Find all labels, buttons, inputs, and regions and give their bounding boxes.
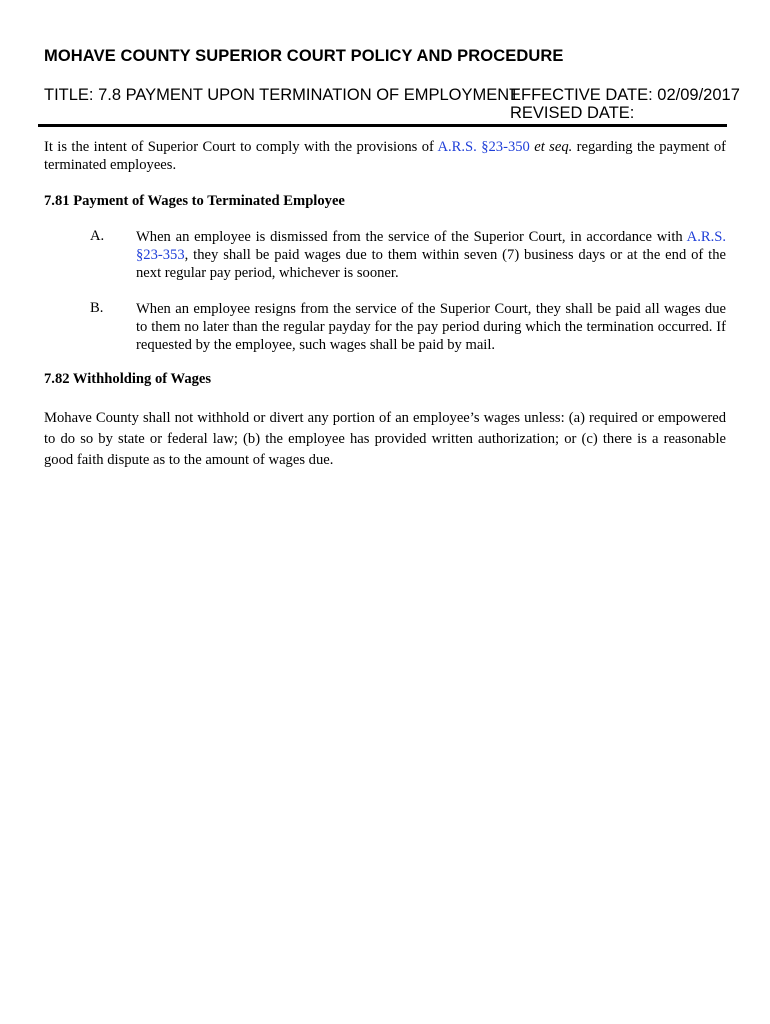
- ars-23-350-link[interactable]: A.R.S. §23-350: [437, 139, 530, 155]
- section-781-heading: 7.81 Payment of Wages to Terminated Employee: [44, 193, 345, 209]
- section-782-paragraph: Mohave County shall not withhold or divert any portion of an employee’s wages unless: (a) required or empowered to do so by state or federal law; (b) the employee has provided written authorization; or (c) there is a reasonable good faith dispute as to the amount of wages due.: [44, 410, 726, 468]
- item-a-text-after: , they shall be paid wages due to them within seven (7) business days or at the end of the next regular pay period, whichever is sooner.: [136, 247, 726, 281]
- effective-date: EFFECTIVE DATE: 02/09/2017: [510, 86, 740, 104]
- policy-title: TITLE: 7.8 PAYMENT UPON TERMINATION OF EMPLOYMENT: [44, 86, 520, 104]
- ars-23-353-link[interactable]: A.R.S. §23-353: [136, 229, 726, 263]
- header-divider: [38, 124, 727, 127]
- item-b-text: When an employee resigns from the service of the Superior Court, they shall be paid all wages due to them no later than the regular payday for the pay period during which the termination occurred. If requested by the employee, such wages shall be paid by mail.: [136, 301, 726, 353]
- intro-text-after: regarding the payment of terminated employees.: [44, 139, 726, 173]
- intro-text: It is the intent of Superior Court to comply with the provisions of: [44, 139, 438, 155]
- section-782-heading: 7.82 Withholding of Wages: [44, 371, 212, 387]
- intro-paragraph: [44, 138, 726, 174]
- intro-emphasis: et seq.: [534, 139, 573, 155]
- item-a-text: [136, 228, 726, 282]
- item-a-letter: A.: [90, 228, 105, 244]
- item-a-text-before: When an employee is dismissed from the service of the Superior Court, in accordance with: [136, 229, 687, 245]
- item-b-letter: B.: [90, 300, 104, 316]
- revised-date: REVISED DATE:: [510, 104, 635, 122]
- policy-header: MOHAVE COUNTY SUPERIOR COURT POLICY AND PROCEDURE: [44, 47, 564, 65]
